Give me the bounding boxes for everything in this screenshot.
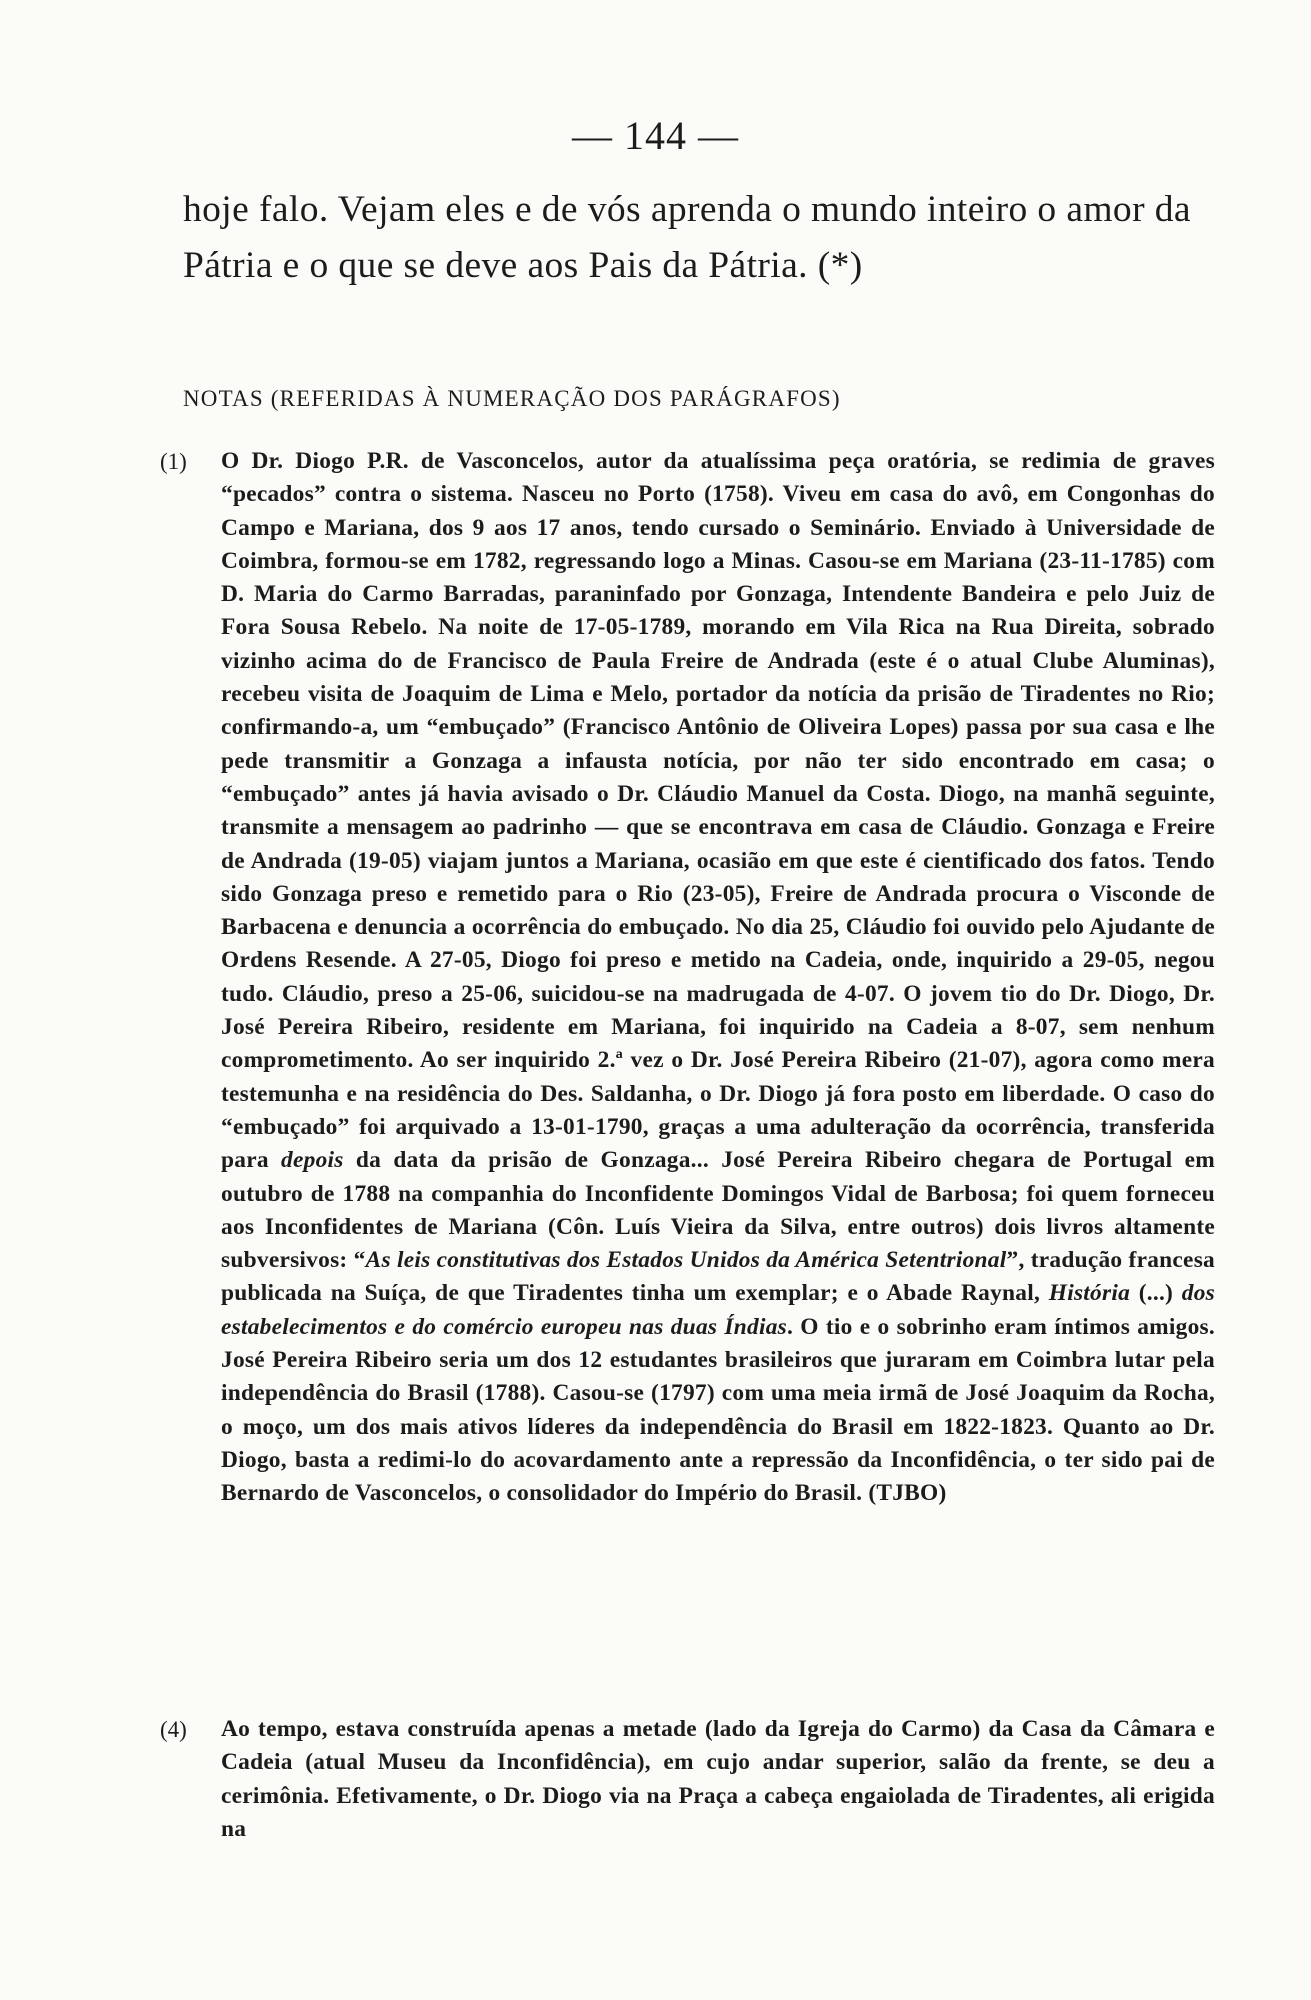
intro-paragraph: hoje falo. Vejam eles e de vós aprenda o mundo inteiro o amor da Pátria e o que se deve aos Pais da Pátria. (*) <box>183 189 1191 286</box>
note-1-marker: (1) <box>160 449 187 474</box>
notes-heading: NOTAS (REFERIDAS À NUMERAÇÃO DOS PARÁGRAFOS) <box>183 386 841 411</box>
note-1-italic-historia: História <box>1048 1280 1131 1307</box>
note-4 <box>160 1713 1215 1846</box>
page-number: — 144 — <box>572 113 739 158</box>
note-1-text: (...) <box>1130 1280 1182 1307</box>
note-1 <box>160 445 1215 1511</box>
note-1-text: O Dr. Diogo P.R. de Vasconcelos, autor da atualíssima peça oratória, se redimia de graves “pecados” contra o sistema. Nasceu no Porto (1758). Viveu em casa do avô, em Congonhas do Campo e Mariana, dos 9 aos 17 anos, tendo cursado o Seminário. Enviado à Universidade de Coimbra, formou-se em 1782, regressando logo a Minas. Casou-se em Mariana (23-11-1785) com D. Maria do Carmo Barradas, paraninfado por Gonzaga, Intendente Bandeira e pelo Juiz de Fora Sousa Rebelo. Na noite de 17-05-1789, morando em Vila Rica na Rua Direita, sobrado vizinho acima do de Francisco de Paula Freire de Andrada (este é o atual Clube Aluminas), recebeu visita de Joaquim de Lima e Melo, portador da notícia da prisão de Tiradentes no Rio; confirmando-a, um “embuçado” (Francisco Antônio de Oliveira Lopes) passa por sua casa e lhe pede transmitir a Gonzaga a infausta notícia, por não ter sido encontrado em casa; o “embuçado” antes já havia avisado o Dr. Cláudio Manuel da Costa. Diogo, na manhã seguinte, transmite a mensagem ao padrinho — que se encontrava em casa de Cláudio. Gonzaga e Freire de Andrada (19-05) viajam juntos a Mariana, ocasião em que este é cientificado dos fatos. Tendo sido Gonzaga preso e remetido para o Rio (23-05), Freire de Andrada procura o Visconde de Barbacena e denuncia a ocorrência do embuçado. No dia 25, Cláudio foi ouvido pelo Ajudante de Ordens Resende. A 27-05, Diogo foi preso e metido na Cadeia, onde, inquirido a 29-05, negou tudo. Cláudio, preso a 25-06, suicidou-se na madrugada de 4-07. O jovem tio do Dr. Diogo, Dr. José Pereira Ribeiro, residente em Mariana, foi inquirido na Cadeia a 8-07, sem nenhum comprometimento. Ao ser inquirido 2.ª vez o Dr. José Pereira Ribeiro (21-07), agora como mera testemunha e na residência do Des. Saldanha, o Dr. Diogo já fora posto em liberdade. O caso do “embuçado” foi arquivado a 13-01-1790, graças a uma adulteração da ocorrência, transferida para <box>221 448 1215 1174</box>
note-1-italic-depois: depois <box>281 1147 344 1174</box>
note-4-body <box>221 1713 1215 1846</box>
note-1-text: . O tio e o sobrinho eram íntimos amigos. José Pereira Ribeiro seria um dos 12 estudantes brasileiros que juraram em Coimbra lutar pela independência do Brasil (1788). Casou-se (1797) com uma meia irmã de José Joaquim da Rocha, o moço, um dos mais ativos líderes da independência do Brasil em 1822-1823. Quanto ao Dr. Diogo, basta a redimi-lo do acovardamento ante a repressão da Inconfidência, o ter sido pai de Bernardo de Vasconcelos, o consolidador do Império do Brasil. (TJBO) <box>221 1313 1215 1507</box>
note-1-text: da data da prisão de Gonzaga... José Pereira Ribeiro chegara de Portugal em outubro de 1788 na companhia do Inconfidente Domingos Vidal de Barbosa; foi quem forneceu aos Inconfidentes de Mariana (Côn. Luís Vieira da Silva, entre outros) dois livros altamente subversivos: “ <box>221 1147 1215 1274</box>
note-1-italic-book-title: As leis constitutivas dos Estados Unidos da América Setentrional <box>365 1247 1007 1274</box>
note-1-text: ”, tradução francesa publicada na Suíça, de que Tiradentes tinha um exemplar; e o Abade Raynal, <box>221 1247 1215 1307</box>
note-1-italic-book-title: dos estabelecimentos e do comércio europeu nas duas Índias <box>221 1280 1215 1340</box>
note-4-marker: (4) <box>160 1717 187 1742</box>
note-1-body <box>221 445 1215 1511</box>
note-4-text: Ao tempo, estava construída apenas a metade (lado da Igreja do Carmo) da Casa da Câmara e Cadeia (atual Museu da Inconfidência), em cujo andar superior, salão da frente, se deu a cerimônia. Efetivamente, o Dr. Diogo via na Praça a cabeça engaiolada de Tiradentes, ali erigida na <box>221 1716 1215 1842</box>
